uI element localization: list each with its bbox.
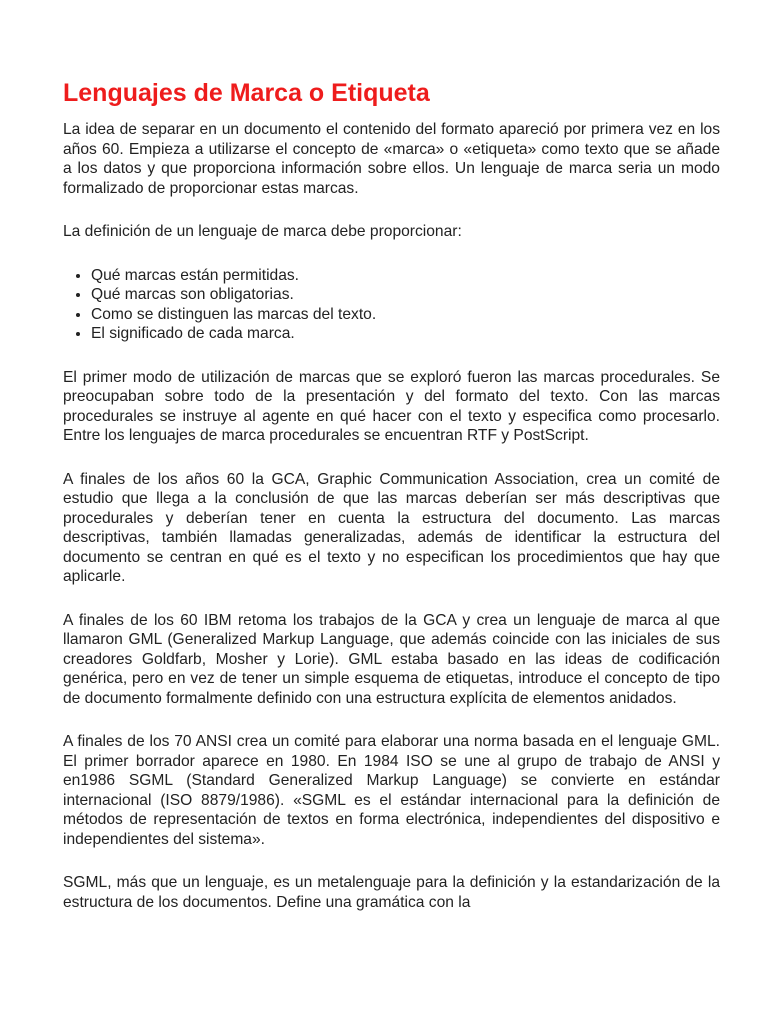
document-title: Lenguajes de Marca o Etiqueta [63,79,430,107]
gml-paragraph: A finales de los 60 IBM retoma los trabajos de la GCA y crea un lenguaje de marca al que llamaron GML (Generalized Markup Language, que además coincide con las iniciales de sus creadores Goldfarb, Mosher y Lorie). GML estaba basado en las ideas de codificación genérica, pero en vez de tener un simple esquema de etiquetas, introduce el concepto de tipo de documento formalmente definido con una estructura explícita de elementos anidados. [63,611,720,707]
list-item: • Como se distinguen las marcas del texto. [91,305,720,325]
document-page [63,78,720,936]
gca-paragraph: A finales de los años 60 la GCA, Graphic Communication Association, crea un comité de estudio que llega a la conclusión de que las marcas deberían ser más descriptivas que procedurales y deberían tener en cuenta la estructura del documento. Las marcas descriptivas, también llamadas generalizadas, además de identificar la estructura del documento se centran en qué es el texto y no especifican los procedimientos que hay que aplicarle. [63,470,720,585]
sgml-metalanguage-paragraph: SGML, más que un lenguaje, es un metalenguaje para la definición y la estandarización de la estructura de los documentos. Define una gramática con la [63,874,720,911]
sgml-standard-paragraph: A finales de los 70 ANSI crea un comité para elaborar una norma basada en el lenguaje GML. El primer borrador aparece en 1980. En 1984 ISO se une al grupo de trabajo de ANSI y en1986 SGML (Standard Generalized Markup Language) se convierte en estándar internacional (ISO 8879/1986). «SGML es el estándar internacional para la definición de métodos de representación de textos en forma electrónica, independientes del dispositivo e independientes del sistema». [63,733,720,848]
list-item: • Qué marcas son obligatorias. [91,285,720,305]
intro-paragraph: La idea de separar en un documento el contenido del formato apareció por primera vez en los años 60. Empieza a utilizarse el concepto de «marca» o «etiqueta» como texto que se añade a los datos y que proporciona información sobre ellos. Un lenguaje de marca seria un modo formalizado de proporcionar estas marcas. [63,121,720,197]
definition-lead-paragraph: La definición de un lenguaje de marca debe proporcionar: [63,223,462,240]
list-item: • Qué marcas están permitidas. [91,266,720,286]
procedural-markup-paragraph: El primer modo de utilización de marcas que se exploró fueron las marcas procedurales. Se preocupaban sobre todo de la presentación y del formato del texto. Con las marcas procedurales se instruye al agente en qué hacer con el texto y especifica como procesarlo. Entre los lenguajes de marca procedurales se encuentran RTF y PostScript. [63,368,720,444]
list-item: • El significado de cada marca. [91,324,720,344]
requirements-list [63,266,720,344]
